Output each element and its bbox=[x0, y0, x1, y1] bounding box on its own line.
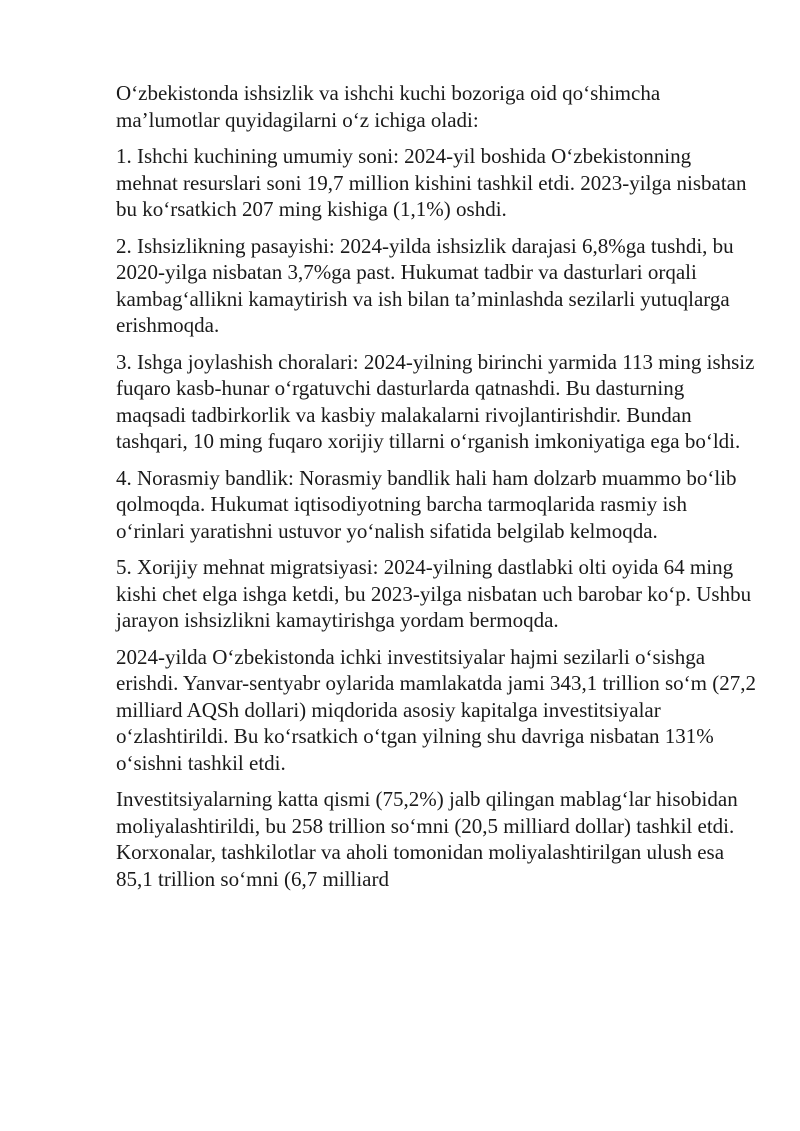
informal-employment-paragraph: 4. Norasmiy bandlik: Norasmiy bandlik hali ham dolzarb muammo bo‘lib qolmoqda. Hukumat iqtisodiyotning barcha tarmoqlarida rasmiy ish o‘rinlari yaratishni ustuvor yo‘nalish sifatida belgilab kelmoqda. bbox=[116, 465, 737, 543]
document-page bbox=[116, 80, 756, 902]
employment-measures-paragraph: 3. Ishga joylashish choralari: 2024-yilning birinchi yarmida 113 ming ishsiz fuqaro kasb-hunar o‘rgatuvchi dasturlarda qatnashdi. Bu dasturning maqsadi tadbirkorlik va kasbiy malakalarni rivojlantirishdir. Bundan tashqari, 10 ming fuqaro xorijiy tillarni o‘rganish imkoniyatiga ega bo‘ldi. bbox=[116, 349, 755, 453]
investment-financing-paragraph: Investitsiyalarning katta qismi (75,2%) jalb qilingan mablag‘lar hisobidan moliyalashtirildi, bu 258 trillion so‘mni (20,5 milliard dollar) tashkil etdi. Korxonalar, tashkilotlar va aholi tomonidan moliyalashtirilgan ulush esa 85,1 trillion so‘mni (6,7 milliard bbox=[116, 787, 738, 891]
intro-paragraph: O‘zbekistonda ishsizlik va ishchi kuchi bozoriga oid qo‘shimcha ma’lumotlar quyidagilarni o‘z ichiga oladi: bbox=[116, 81, 661, 132]
unemployment-decline-paragraph: 2. Ishsizlikning pasayishi: 2024-yilda ishsizlik darajasi 6,8%ga tushdi, bu 2020-yilga nisbatan 3,7%ga past. Hukumat tadbir va dasturlari orqali kambag‘allikni kamaytirish va ish bilan ta’minlashda sezilarli yutuqlarga erishmoqda. bbox=[116, 233, 734, 337]
labor-migration-paragraph: 5. Xorijiy mehnat migratsiyasi: 2024-yilning dastlabki olti oyida 64 ming kishi chet elga ishga ketdi, bu 2023-yilga nisbatan uch barobar ko‘p. Ushbu jarayon ishsizlikni kamaytirishga yordam bermoqda. bbox=[116, 555, 752, 632]
labor-force-paragraph: 1. Ishchi kuchining umumiy soni: 2024-yil boshida O‘zbekistonning mehnat resurslari soni 19,7 million kishini tashkil etdi. 2023-yilga nisbatan bu ko‘rsatkich 207 ming kishiga (1,1%) oshdi. bbox=[116, 144, 747, 221]
domestic-investment-paragraph: 2024-yilda O‘zbekistonda ichki investitsiyalar hajmi sezilarli o‘sishga erishdi. Yanvar-sentyabr oylarida mamlakatda jami 343,1 trillion so‘m (27,2 milliard AQSh dollari) miqdorida asosiy kapitalga investitsiyalar o‘zlashtirildi. Bu ko‘rsatkich o‘tgan yilning shu davriga nisbatan 131% o‘sishni tashkil etdi. bbox=[116, 644, 756, 775]
